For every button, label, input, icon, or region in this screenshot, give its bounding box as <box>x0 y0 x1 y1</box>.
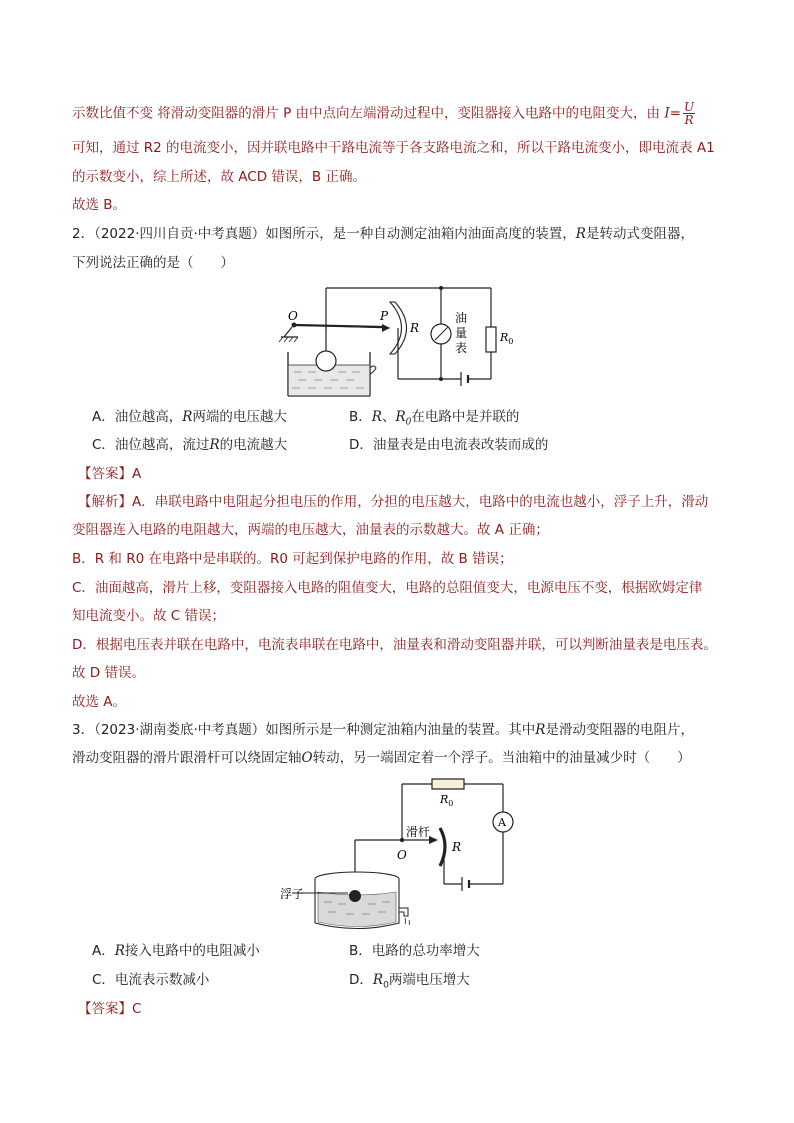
q2-answer: 【答案】A <box>78 466 142 482</box>
rod-label: 滑杆 <box>406 825 431 839</box>
meter-label-2: 量 <box>455 326 468 340</box>
q2-analysis-line-2: 变阻器连入电路的电阻越大，两端的电压越大，油量表的示数越大。故 A 正确； <box>72 522 549 538</box>
symbol-r: R <box>371 409 382 425</box>
meter-label-3: 表 <box>455 341 468 355</box>
symbol-r0: R <box>395 409 406 425</box>
text-segment: 、 <box>381 409 396 425</box>
q2-conclusion: 故选 A。 <box>72 694 127 710</box>
text-segment: A． <box>92 943 115 959</box>
symbol-r: R <box>182 409 193 425</box>
q2-option-c[interactable] <box>92 435 287 455</box>
q2-analysis-line-7: 故 D 错误。 <box>72 665 145 681</box>
text-segment: 示数比值不变 将滑动变阻器的滑片 P 由中点向左端滑动过程中，变阻器接入电路中的电阻变大，由 <box>72 105 661 122</box>
label-o: O <box>397 848 407 862</box>
q2-circuit-figure <box>278 282 514 402</box>
prev-explanation-line-1 <box>72 101 697 126</box>
label-r0-sub: 0 <box>448 799 454 808</box>
fraction-numerator: U <box>683 100 695 114</box>
text-segment: 在电路中是并联的 <box>411 409 520 425</box>
q2-option-b[interactable] <box>349 407 519 433</box>
q3-option-c[interactable]: C．电流表示数减小 <box>92 972 210 988</box>
symbol-r: R <box>575 226 586 242</box>
text-segment: 是滑动变阻器的电阻片， <box>545 722 694 738</box>
symbol-r: R <box>114 943 125 959</box>
q3-stem-line-2 <box>72 748 691 768</box>
text-segment: 2．（2022·四川自贡·中考真题）如图所示，是一种自动测定油箱内油面高度的装置， <box>72 226 576 242</box>
q3-stem-line-1 <box>72 720 694 740</box>
text-segment: 滑动变阻器的滑片跟滑杆可以绕固定轴 <box>72 750 302 766</box>
symbol-r: R <box>535 722 546 738</box>
label-r0 <box>499 331 513 346</box>
text-segment: 接入电路中的电阻减小 <box>124 943 260 959</box>
text-segment: 是转动式变阻器， <box>585 226 694 242</box>
symbol-r: R <box>209 437 220 453</box>
meter-label-1: 油 <box>455 311 468 325</box>
label-o: O <box>288 309 298 323</box>
q2-analysis-line-6: D．根据电压表并联在电路中，电流表串联在电路中，油量表和滑动变阻器并联，可以判断油量表是电压表。 <box>72 637 717 653</box>
q3-option-b[interactable]: B．电路的总功率增大 <box>349 943 480 959</box>
q2-analysis-line-3: B．R 和 R0 在电路中是串联的。R0 可起到保护电路的作用，故 B 错误； <box>72 551 513 567</box>
prev-explanation-line-3: 的示数变小，综上所述，故 ACD 错误，B 正确。 <box>72 169 366 185</box>
ammeter-label: A <box>498 816 506 829</box>
q2-option-a[interactable] <box>92 407 287 427</box>
text-segment: C．油位越高，流过 <box>92 437 210 453</box>
label-r0-main: R <box>500 331 509 344</box>
symbol-o: O <box>301 750 313 766</box>
prev-conclusion: 故选 B。 <box>72 197 127 213</box>
q3-circuit-figure <box>280 776 520 934</box>
q3-option-a[interactable] <box>92 941 260 961</box>
text-segment: 两端的电压越大 <box>192 409 287 425</box>
label-r0 <box>439 793 453 808</box>
label-r: R <box>452 840 462 854</box>
q2-stem-line-1 <box>72 224 694 244</box>
formula-symbol: I <box>664 105 670 122</box>
symbol-r0: R <box>372 972 384 988</box>
fraction-denominator: R <box>684 113 694 127</box>
formula-equals: = <box>669 105 681 122</box>
q2-stem-line-2: 下列说法正确的是（ ） <box>72 255 234 271</box>
label-p: P <box>380 309 389 323</box>
label-r0-main: R <box>440 793 449 806</box>
text-segment: 3．（2023·湖南娄底·中考真题）如图所示是一种测定油箱内油量的装置。其中 <box>72 722 536 738</box>
symbol-r0-subscript: 0 <box>383 980 389 991</box>
label-r0-sub: 0 <box>508 337 514 346</box>
q2-option-d[interactable]: D．油量表是由电流表改装而成的 <box>349 437 549 453</box>
q3-answer: 【答案】C <box>78 1001 142 1017</box>
q2-analysis-line-5: 知电流变小。故 C 错误； <box>72 608 226 624</box>
text-segment: 两端电压增大 <box>388 972 470 988</box>
text-segment: D． <box>349 972 373 988</box>
text-segment: A．油位越高， <box>92 409 183 425</box>
text-segment: B． <box>349 409 372 425</box>
label-r: R <box>410 321 420 335</box>
formula-fraction <box>683 101 695 126</box>
text-segment: 的电流越大 <box>219 437 288 453</box>
q2-analysis-line-4: C．油面越高，滑片上移，变阻器接入电路的阻值变大，电路的总阻值变大，电源电压不变，根据欧姆定律 <box>72 580 703 596</box>
text-segment: 转动，另一端固定着一个浮子。当油箱中的油量减少时（ ） <box>312 750 691 766</box>
q2-analysis-line-1: 【解析】A．串联电路中电阻起分担电压的作用，分担的电压越大，电路中的电流也越小，浮子上升，滑动 <box>78 494 709 510</box>
float-label: 浮子 <box>280 887 305 901</box>
symbol-r0-subscript: 0 <box>405 417 412 428</box>
q3-option-d[interactable] <box>349 970 470 996</box>
prev-explanation-line-2: 可知，通过 R2 的电流变小，因并联电路中干路电流等于各支路电流之和，所以干路电流变小，即电流表 A1 <box>72 140 715 156</box>
